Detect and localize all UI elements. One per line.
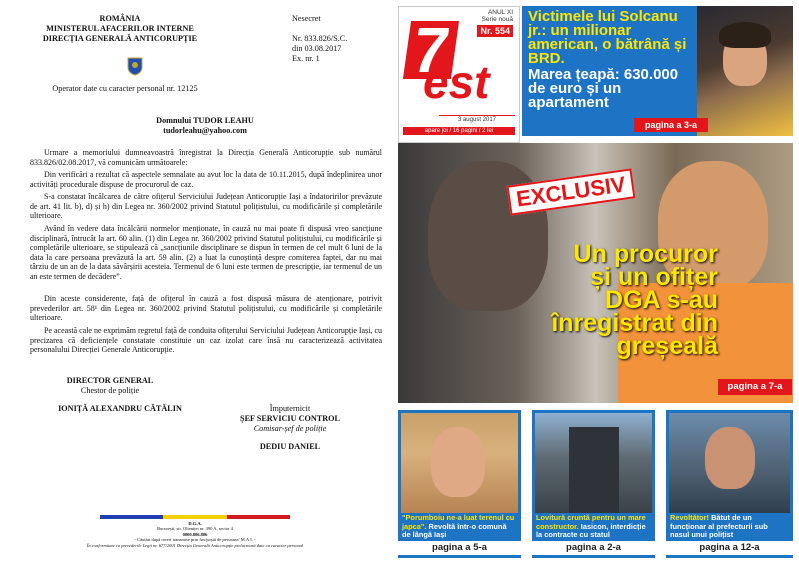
footer-address: București, str. Olteniței nr. 390 A, sector 4 (157, 526, 233, 532)
teaser-headline (528, 10, 698, 110)
teaser-page-tag[interactable]: pagina a 3-a (634, 118, 708, 132)
thumb-3-caption (670, 514, 789, 540)
thumb-1-quote: "Porumboiu ne-a luat terenul cu japca". (402, 513, 515, 531)
thumb-2-building (569, 427, 619, 513)
footer-phone: 0800.806.806 (182, 531, 208, 537)
masthead-date: 3 august 2017 (439, 115, 515, 123)
operator-number: Operator date cu caracter personal nr. 12125 (52, 84, 198, 93)
thumb-3-text: Bătut de un funcționar al prefecturii sub nasul unui polițist (670, 513, 768, 539)
ref-classification: Nesecret (292, 14, 321, 23)
thumb-1-caption (402, 514, 517, 540)
sig-left-title: DIRECTOR GENERAL (66, 376, 154, 385)
logo-word: est (423, 56, 490, 108)
logo-number: 7 (403, 21, 459, 79)
sig-right-name: DEDIU DANIEL (259, 442, 321, 451)
paragraph-measure: Din aceste considerente, față de ofițerul în cauză a fost dispusă măsura de atenționare, potrivit prevederilor art. 58¹ din Legea nr. 360/2002 privind Statutul polițistului, cu modificările și completările ulterioare. (30, 294, 382, 322)
thumb-2-text: Iasicon, interdicție la contracte cu statul (536, 521, 646, 539)
thumb-2-page-tag[interactable]: pagina a 2-a (532, 541, 655, 555)
coat-of-arms-icon (126, 56, 144, 76)
letter-page (0, 0, 392, 562)
footer-org: D.G.A. (188, 521, 202, 526)
exclusive-badge: EXCLUSIV (507, 168, 636, 215)
thumb-2-quote: Lovitură cruntă pentru un mare constructor. (536, 513, 646, 531)
thumb-2-photo (535, 413, 652, 513)
masthead-issue: Nr. 554 (477, 25, 513, 37)
thumb-story-2[interactable] (532, 410, 655, 558)
sig-right-rank: Comisar-șef de poliție (253, 424, 327, 433)
thumb-3-page-tag[interactable]: pagina a 12-a (666, 541, 793, 555)
newspaper-page (392, 0, 799, 562)
header-country: ROMÂNIA (99, 14, 141, 23)
sig-right-mandate: Împuternicit (269, 404, 311, 413)
paragraph-verification: Din verificări a rezultat că aspectele semnalate au avut loc la data de 10.11.2015, după îndeplinirea unor activități procedurale dispuse de procurorul de caz. (30, 170, 382, 189)
teaser-subtitle: Marea țeapă: 630.000 de euro și un apartament (528, 66, 679, 111)
main-page-tag[interactable]: pagina a 7-a (718, 379, 792, 395)
footer-block (40, 521, 350, 548)
paragraph-prescription: Având în vedere data încălcării normelor menționate, în cauză nu mai poate fi dispusă vreo sancțiune disciplinară, întrucât la art. 60 alin. (1) din Legea nr. 360/2002 privind Statutul polițistului, cu modificările și completările ulterioare, se stipulează că „sancțiunile disciplinare se dispun în termen de cel mult 6 luni de la data la care persoana prevăzută la art. 59 alin. (2) a luat la cunoștință despre comiterea faptei, dar nu mai târziu de un an de la data săvârșirii acesteia. Termenul de 6 luni este termen de prescripție, iar termenul de un an este termen de decădere”. (30, 224, 382, 281)
thumb-2-caption (536, 514, 651, 540)
ref-number: Nr. 833.826/S.C. (292, 34, 348, 43)
masthead-meta (482, 9, 513, 23)
masthead-series: Serie nouă (481, 16, 513, 23)
sig-left-rank: Chestor de poliție (80, 386, 140, 395)
top-teaser[interactable] (522, 6, 793, 136)
thumb-1-page-tag[interactable]: pagina a 5-a (398, 541, 521, 555)
thumb-1-text: Revoltă într-o comună de lângă Iași (402, 521, 507, 539)
thumb-3-photo (669, 413, 790, 513)
masthead-year: ANUL XI (487, 9, 513, 16)
teaser-title: Victimele lui Solcanu jr.: un milionar american, o bătrână și BRD. (528, 8, 687, 67)
paragraph-violation: S-a constatat încălcarea de către ofițerul Serviciului Județean Anticorupție Iași a îndatoririlor prevăzute de art. 41 lit. b), d) și h) din Legea nr. 360/2002 privind Statutul polițistului, cu modificările și completările ulterioare. (30, 192, 382, 220)
sig-left-name: IONIȚĂ ALEXANDRU CĂTĂLIN (58, 404, 182, 413)
teaser-photo (697, 6, 793, 136)
masthead-frequency: apare joi / 16 pagini / 2 lei (403, 127, 515, 135)
ref-date: din 03.08.2017 (292, 44, 342, 53)
recipient-email[interactable]: tudorleahu@yahoo.com (163, 126, 247, 135)
main-story[interactable] (398, 143, 793, 403)
recipient-name: Domnului TUDOR LEAHU (156, 116, 254, 125)
thumb-3-face (705, 427, 755, 489)
thumb-1-face (431, 427, 485, 497)
sig-right-title: ȘEF SERVICIU CONTROL (240, 414, 340, 423)
thumb-story-1[interactable] (398, 410, 521, 558)
thumb-3-quote: Revoltător! (670, 513, 710, 522)
masthead[interactable] (398, 6, 520, 143)
ref-copy: Ex. nr. 1 (292, 54, 320, 63)
main-headline: Un procuror și un ofițer DGA s-au înregistrat din greșeală (551, 240, 718, 360)
header-ministry: MINISTERUL AFACERILOR INTERNE (46, 24, 194, 33)
thumb-story-3[interactable] (666, 410, 793, 558)
teaser-hair (719, 22, 771, 48)
tricolor-divider (100, 515, 290, 519)
paragraph-intro: Urmare a memoriului dumneavoastră înregistrat la Direcția Generală Anticorupție sub numărul 833.826/02.08.2017, vă comunicăm următoarele: (30, 148, 382, 167)
footer-disclaimer: În conformitate cu prevederile Legii nr. 677/2001 Direcția Generală Anticorupție prelucrează date cu caracter personal (86, 542, 304, 548)
header-directorate: DIRECȚIA GENERALĂ ANTICORUPȚIE (42, 34, 198, 43)
thumb-1-photo (401, 413, 518, 513)
paragraph-regret: Pe această cale ne exprimăm regretul față de conduita ofițerului Serviciului Județean Anticorupție Iași, cu precizarea că deficiențele constatate constituie un caz izolat care însă nu caracterizează activitatea personalului Direcției Generale Anticorupție. (30, 326, 382, 354)
footer-note: - Căutări după cereri transmise prin fax/poștă de persoane/ M.A.I. - (134, 537, 256, 543)
